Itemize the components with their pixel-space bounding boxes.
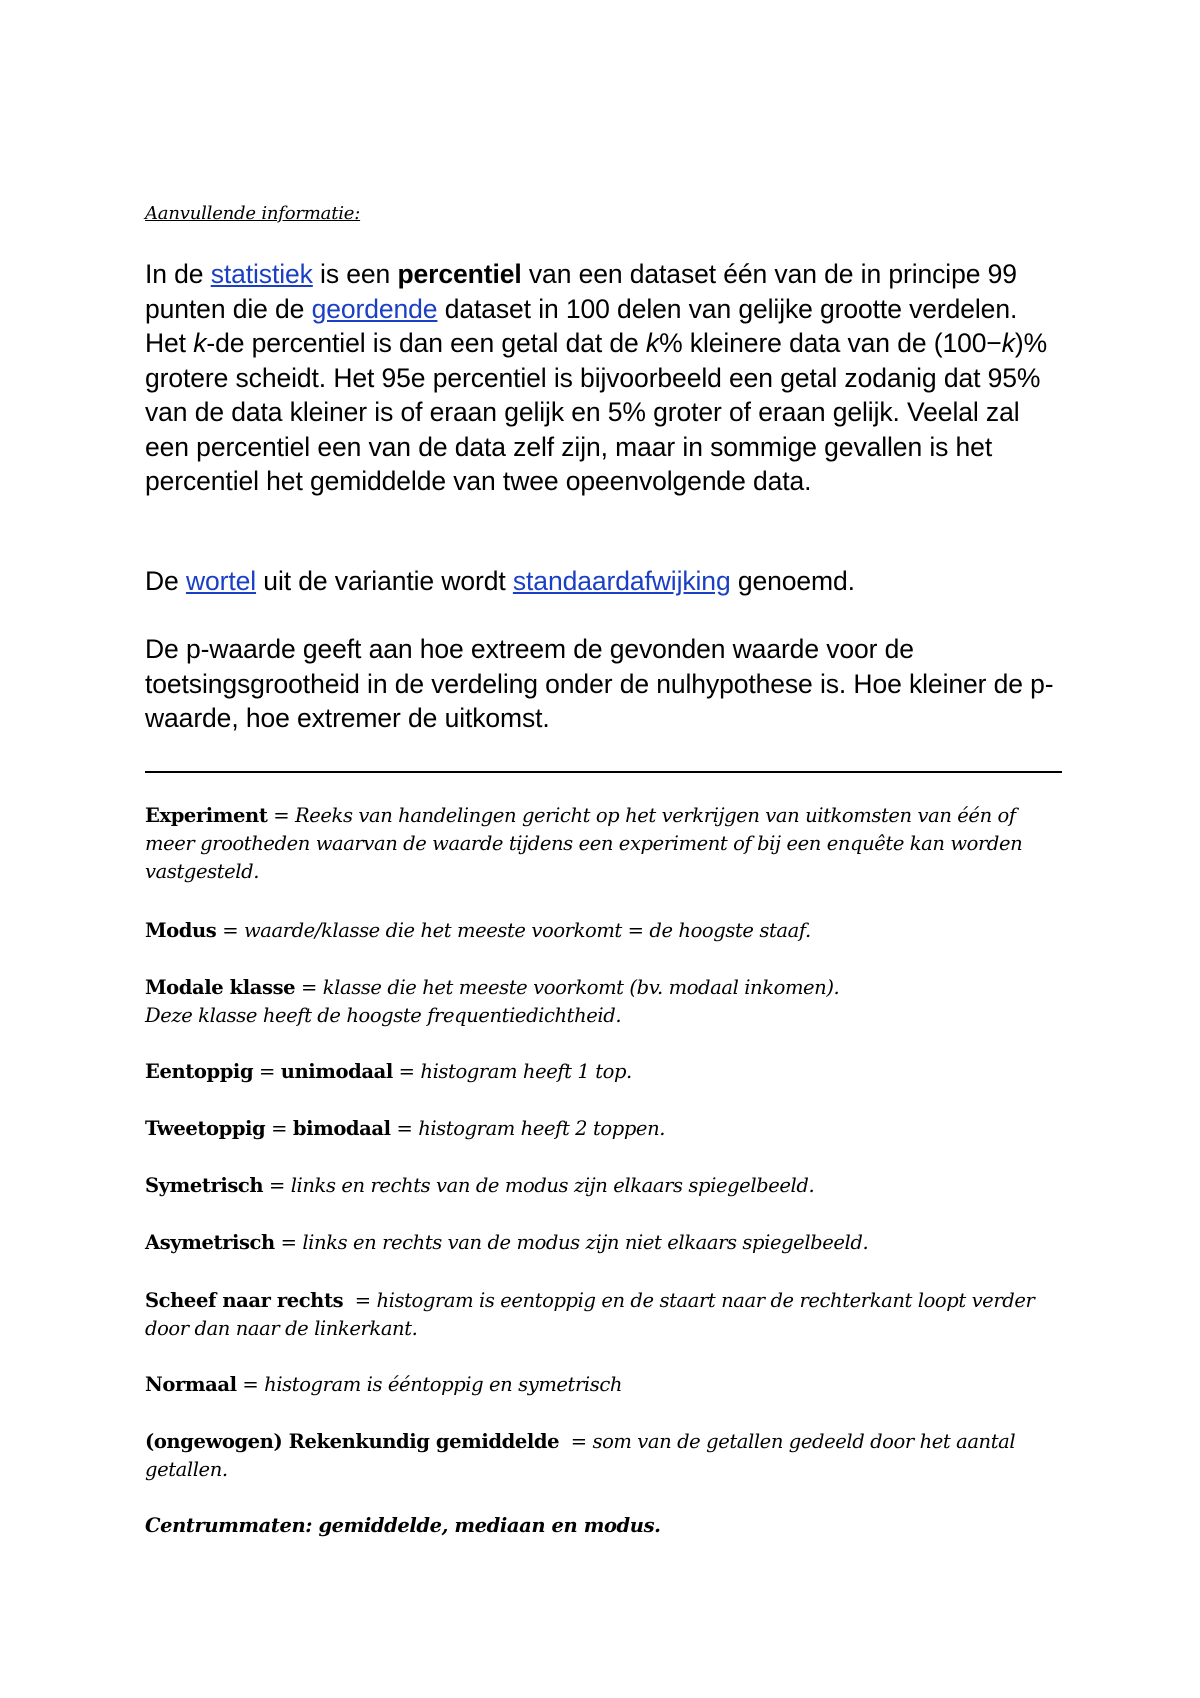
term: Modus <box>145 919 217 942</box>
text-run: De <box>145 566 186 596</box>
description: links en rechts van de modus zijn elkaars spiegelbeeld. <box>290 1174 815 1197</box>
percentile-paragraph <box>145 257 1065 499</box>
equals: = <box>559 1430 593 1453</box>
term-synonym: unimodaal <box>280 1060 393 1083</box>
text-run: )% grotere scheidt. Het 95e percentiel is bijvoorbeeld een getal zodanig dat 95% van de data kleiner is of eraan gelijk en 5% groter of eraan gelijk. Veelal zal een percentiel een van de data zelf zijn, maar in sommige gevallen is het percentiel het gemiddelde van twee opeenvolgende data. <box>145 328 1048 496</box>
description: histogram is eentoppig en de staart naar de rechterkant loopt verder door dan naar de linkerkant. <box>145 1289 1035 1340</box>
description: links en rechts van de modus zijn niet elkaars spiegelbeeld. <box>302 1231 869 1254</box>
term-synonym: bimodaal <box>292 1117 391 1140</box>
term: (ongewogen) Rekenkundig gemiddelde <box>145 1430 560 1453</box>
term: Modale klasse <box>145 976 296 999</box>
text-run: % kleinere data van de (100− <box>659 328 1002 358</box>
definition-eentoppig <box>145 1058 1065 1086</box>
term: Experiment <box>145 804 268 827</box>
text-run: uit de variantie wordt <box>256 566 513 596</box>
term: Eentoppig <box>145 1060 254 1083</box>
term: Tweetoppig <box>145 1117 266 1140</box>
description: Reeks van handelingen gericht op het verkrijgen van uitkomsten van één of meer grootheden waarvan de waarde tijdens een experiment of bij een enquête kan worden vastgesteld. <box>145 804 1023 883</box>
term: Asymetrisch <box>145 1231 275 1254</box>
description: histogram is ééntoppig en symetrisch <box>264 1373 623 1396</box>
term: Normaal <box>145 1373 237 1396</box>
equals: = <box>265 1117 293 1140</box>
description-line-2: Deze klasse heeft de hoogste frequentiedichtheid. <box>145 1004 622 1027</box>
text-run: genoemd. <box>730 566 855 596</box>
definition-scheef-naar-rechts <box>145 1287 1065 1343</box>
italic-k: k <box>645 328 660 358</box>
link-wortel[interactable]: wortel <box>185 566 257 596</box>
definition-normaal <box>145 1371 1065 1399</box>
italic-k: k <box>1001 328 1015 358</box>
equals: = <box>392 1060 421 1083</box>
definition-tweetoppig <box>145 1115 1065 1143</box>
definition-symetrisch <box>145 1172 1065 1200</box>
equals: = <box>267 804 295 827</box>
equals: = <box>253 1060 281 1083</box>
bold-term-percentiel: percentiel <box>397 259 522 289</box>
equals: = <box>343 1289 377 1312</box>
centrummaten-line: Centrummaten: gemiddelde, mediaan en modus. <box>145 1514 661 1537</box>
description: som van de getallen gedeeld door het aantal getallen. <box>145 1430 1016 1481</box>
definition-experiment <box>145 802 1065 886</box>
term: Scheef naar rechts <box>145 1289 344 1312</box>
text-run: van een dataset één van de in principe 99 punten die de <box>145 259 1017 324</box>
definition-asymetrisch <box>145 1229 1065 1257</box>
link-geordende[interactable]: geordende <box>311 293 438 324</box>
definition-modus <box>145 917 1065 945</box>
definition-modale-klasse <box>145 974 1065 1030</box>
equals: = <box>274 1231 303 1254</box>
description: histogram heeft 2 toppen. <box>418 1117 666 1140</box>
link-statistiek[interactable]: statistiek <box>210 259 313 289</box>
equals: = <box>263 1174 291 1197</box>
italic-k: k <box>193 328 207 358</box>
p-value-paragraph: De p-waarde geeft aan hoe extreem de gevonden waarde voor de toetsingsgrootheid in de verdeling onder de nulhypothese is. Hoe kleiner de p-waarde, hoe extremer de uitkomst. <box>145 634 1054 733</box>
description: klasse die het meeste voorkomt (bv. modaal inkomen). <box>322 976 840 999</box>
equals: = <box>295 976 323 999</box>
description: waarde/klasse die het meeste voorkomt = de hoogste staaf. <box>243 919 811 942</box>
text-run: -de percentiel is dan een getal dat de <box>206 328 646 358</box>
equals: = <box>236 1373 265 1396</box>
link-standaardafwijking[interactable]: standaardafwijking <box>512 566 731 596</box>
section-heading: Aanvullende informatie: <box>145 203 361 224</box>
text-run: dataset in 100 delen van gelijke grootte verdelen. Het <box>145 293 1018 358</box>
term: Symetrisch <box>145 1174 264 1197</box>
definition-centrummaten <box>145 1512 1065 1540</box>
horizontal-divider <box>145 771 1062 773</box>
description: histogram heeft 1 top. <box>420 1060 632 1083</box>
std-deviation-paragraph <box>145 564 1065 599</box>
equals: = <box>390 1117 419 1140</box>
definition-rekenkundig-gemiddelde <box>145 1428 1065 1484</box>
equals: = <box>216 919 244 942</box>
text-run: is een <box>312 259 398 289</box>
text-run: In de <box>145 259 211 289</box>
